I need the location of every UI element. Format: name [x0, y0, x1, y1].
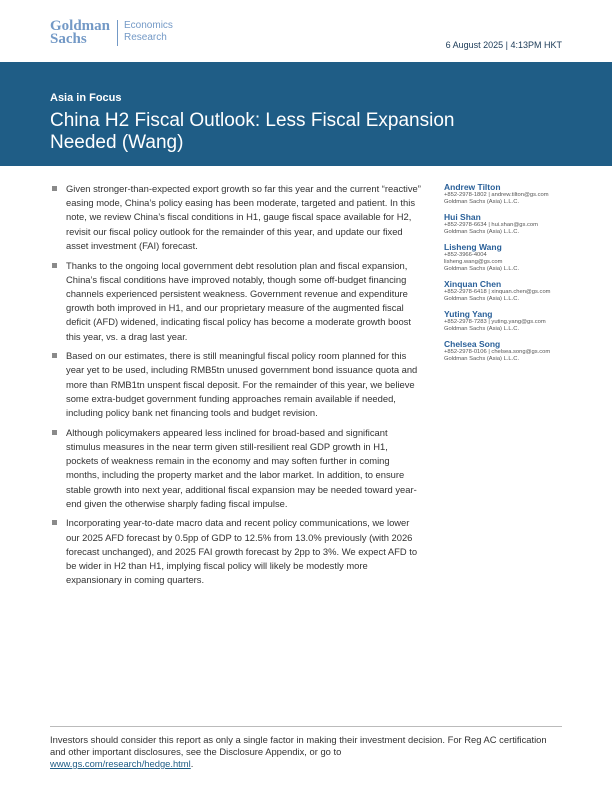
author-card — [444, 212, 594, 236]
author-firm: Goldman Sachs (Asia) L.L.C. — [444, 326, 520, 332]
link-suffix: . — [190, 758, 194, 769]
bullet-text: Based on our estimates, there is still meaningful fiscal policy room planned for this year yet to be used, including RMB5tn unused government bond issuance quota and more than RMB1tn unspent fiscal deposit. For the remainder of this year, we believe some extra-budget government funding approaches remain available if needed, including policy bank net financing tools and budget revision. — [66, 350, 418, 419]
report-header — [0, 0, 612, 62]
square-bullet-icon — [52, 353, 57, 358]
bullet-text: Although policymakers appeared less inclined for broad-based and significant stimulus measures in the near term given still-resilient real GDP growth in H1, pockets of weakness remain in the economy and may soften further in coming months, including the property market and the labor market. In addition, to ensure stable growth into next year, additional fiscal expansion may be needed toward year-end given the otherwise sharply fading fiscal impulse. — [66, 426, 417, 509]
square-bullet-icon — [52, 520, 57, 525]
logo-line-2: Sachs — [50, 31, 87, 47]
author-firm: Goldman Sachs (Asia) L.L.C. — [444, 356, 520, 362]
author-card — [444, 182, 594, 206]
square-bullet-icon — [52, 430, 57, 435]
author-name: Andrew Tilton — [444, 182, 501, 192]
disclosure-link[interactable]: www.gs.com/research/hedge.html — [50, 758, 191, 769]
report-title: China H2 Fiscal Outlook: Less Fiscal Expansion Needed (Wang) — [50, 110, 455, 153]
series-label: Asia in Focus — [50, 92, 122, 104]
author-firm: Goldman Sachs (Asia) L.L.C. — [444, 229, 520, 235]
author-contact[interactable]: +852-2978-6418 | xinquan.chen@gs.com — [444, 289, 551, 295]
logo-line-1: Goldman — [50, 18, 111, 34]
author-contact[interactable]: +852-2978-6634 | hui.shan@gs.com — [444, 222, 538, 228]
title-banner — [0, 62, 612, 166]
division-line-2: Research — [124, 32, 167, 43]
disclosure-footer — [50, 734, 562, 770]
disclaimer-text: Investors should consider this report as only a single factor in making their investment decision. For Reg AC certification and other important disclosures, see the Disclosure Appendix, or go to — [50, 734, 547, 757]
bullet-text: Thanks to the ongoing local government debt resolution plan and fiscal expansion, China’s fiscal conditions have improved notably, though some off-budget financing channels experienced persistent weakness. Government revenue and expenditure growth both improved in H1, and our proprietary measure of the augmented fiscal deficit (AFD) widened, indicating fiscal policy has become a moderate growth boost this year, vs. a drag last year. — [66, 259, 411, 342]
author-card — [444, 242, 594, 273]
author-firm: Goldman Sachs (Asia) L.L.C. — [444, 266, 520, 272]
author-firm: Goldman Sachs (Asia) L.L.C. — [444, 199, 520, 205]
bullet-point — [50, 259, 422, 344]
bullet-point — [50, 182, 422, 253]
author-contact[interactable]: +852-2978-0106 | chelsea.song@gs.com — [444, 349, 551, 355]
bullet-point — [50, 516, 422, 587]
author-name: Yuting Yang — [444, 309, 493, 319]
author-card — [444, 339, 594, 363]
author-name: Lisheng Wang — [444, 242, 502, 252]
division-line-1: Economics — [124, 20, 173, 31]
square-bullet-icon — [52, 186, 57, 191]
summary-bullets — [50, 182, 422, 593]
footer-divider — [50, 726, 562, 727]
division-name — [124, 20, 173, 44]
goldman-sachs-logo — [50, 20, 173, 46]
author-phone: +852-3966-4004 — [444, 252, 487, 258]
author-card — [444, 309, 594, 333]
author-card — [444, 279, 594, 303]
author-contact[interactable]: +852-2978-1802 | andrew.tilton@gs.com — [444, 192, 549, 198]
logo-divider — [117, 20, 118, 46]
author-name: Chelsea Song — [444, 339, 501, 349]
author-contact[interactable]: +852-2978-7283 | yuting.yang@gs.com — [444, 319, 546, 325]
bullet-text: Incorporating year-to-date macro data and recent policy communications, we lower our 2025 AFD forecast by 0.5pp of GDP to 12.5% from 13.0% previously (with 2026 forecast unchanged), and 2025 FAI growth forecast by 2pp to 3%. We expect AFD to be wider in H2 than H1, implying fiscal policy will likely be modestly more expansionary in coming quarters. — [66, 517, 418, 586]
author-email[interactable]: lisheng.wang@gs.com — [444, 259, 503, 265]
bullet-point — [50, 349, 422, 420]
author-name: Hui Shan — [444, 212, 481, 222]
report-date: 6 August 2025 | 4:13PM HKT — [445, 40, 562, 50]
author-firm: Goldman Sachs (Asia) L.L.C. — [444, 296, 520, 302]
author-name: Xinquan Chen — [444, 279, 502, 289]
author-list — [444, 182, 594, 369]
bullet-point — [50, 426, 422, 511]
bullet-text: Given stronger-than-expected export growth so far this year and the current “reactive” easing mode, China’s policy easing has been moderate, targeted and patient. In this note, we review China’s fiscal conditions in H1, gauge fiscal space available for H2, revisit our fiscal policy outlook for the remainder of this year, and update our fixed asset investment (FAI) forecast. — [66, 183, 421, 251]
square-bullet-icon — [52, 263, 57, 268]
logo-wordmark — [50, 20, 110, 46]
